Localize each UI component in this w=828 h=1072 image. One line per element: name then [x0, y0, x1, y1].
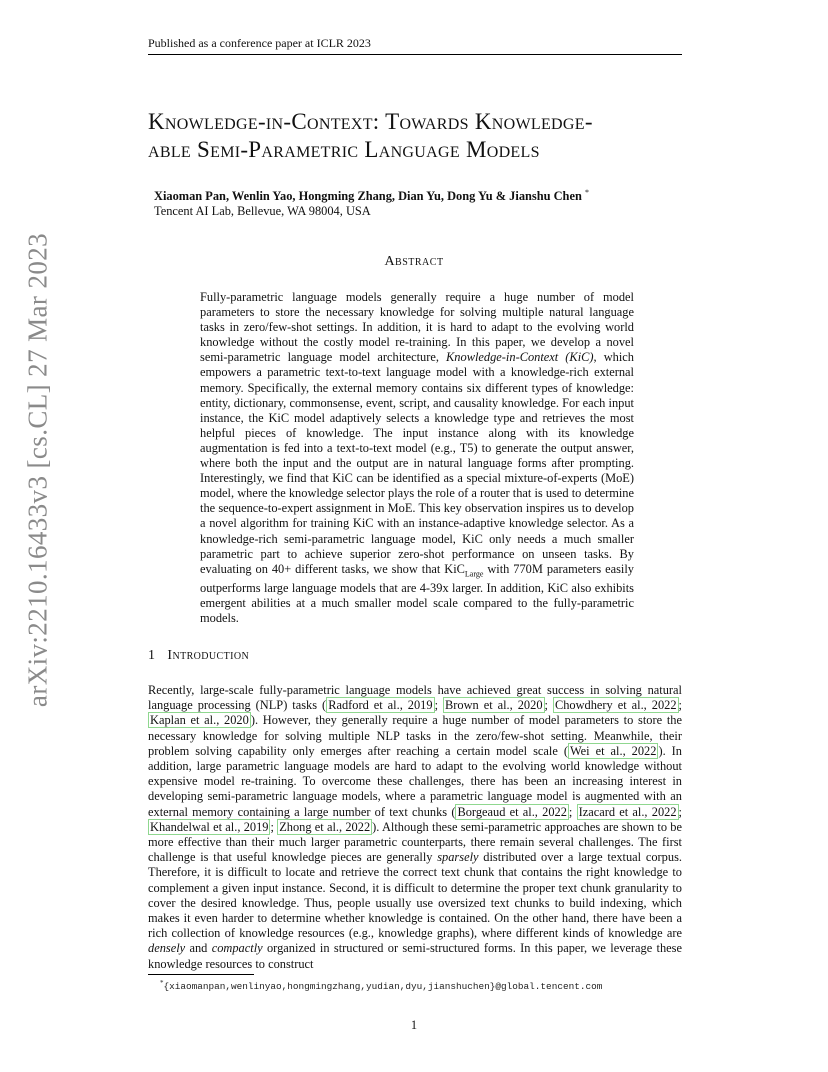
- large-subscript: Large: [464, 569, 484, 579]
- abstract-text: Fully-parametric language models generally require a huge number of model parameters to store the necessary knowledge for solving multiple natural language tasks in zero/few-shot settings. In addition, it is hard to adapt to the evolving world knowledge without the costly model re-training. In this paper, we develop a novel semi-parametric language model architecture,: [200, 290, 634, 365]
- citation-link[interactable]: Khandelwal et al., 2019: [150, 819, 269, 834]
- introduction-paragraph: [148, 683, 682, 972]
- emphasis: sparsely: [437, 850, 479, 865]
- citation-link[interactable]: Kaplan et al., 2020: [150, 713, 249, 728]
- affiliation: Tencent AI Lab, Bellevue, WA 98004, USA: [154, 204, 371, 219]
- body-text: ). In addition, large parametric language models are hard to adapt to the evolving world knowledge without expensive model re-training. To overcome these challenges, there has been an increasing interest in developing semi-parametric language models, where a parametric language model is augmented with an external memory containing a large number of text chunks (: [148, 743, 682, 819]
- body-text: ;: [678, 698, 682, 713]
- author-block: [154, 185, 694, 219]
- citation-link[interactable]: Brown et al., 2020: [445, 698, 543, 713]
- footnote-rule: [148, 974, 254, 975]
- arxiv-stamp[interactable]: arXiv:2210.16433v3 [cs.CL] 27 Mar 2023: [22, 232, 53, 708]
- section-number: 1: [148, 648, 156, 663]
- body-text: Recently, large-scale fully-parametric language models have achieved great success in solving natural language processing (NLP) tasks (: [148, 683, 682, 713]
- citation-link[interactable]: Borgeaud et al., 2022: [457, 804, 567, 819]
- footnote: [160, 979, 602, 992]
- citation-link[interactable]: Chowdhery et al., 2022: [554, 698, 677, 713]
- emphasis: densely: [148, 941, 186, 956]
- paper-title: [148, 108, 708, 164]
- abstract-text: with 770M parameters easily outperforms large language models that are 4-39x larger. In addition, KiC also exhibits emergent abilities at a much smaller model scale compared to the fully-parametric models.: [200, 561, 634, 626]
- section-name: Introduction: [167, 648, 250, 663]
- footnote-emails: {xiaomanpan,wenlinyao,hongmingzhang,yudian,dyu,jianshuchen}@global.tencent.com: [163, 981, 603, 993]
- abstract-heading: Abstract: [384, 254, 444, 269]
- body-text: ). However, they generally require a huge number of model parameters to store the necessary knowledge for solving multiple NLP tasks in the zero/few-shot setting. Meanwhile, their problem solving capability only emerges after reaching a certain model scale (: [148, 713, 682, 758]
- section-heading: [148, 648, 249, 664]
- venue-line: Published as a conference paper at ICLR 2023: [148, 36, 371, 50]
- body-text: ;: [568, 804, 577, 819]
- body-text: ). Although these semi-parametric approaches are shown to be more effective than their much larger parametric counterparts, there remain several challenges. The first challenge is that useful knowledge pieces are generally: [148, 819, 682, 865]
- abstract-body: [200, 290, 634, 627]
- emphasis: compactly: [211, 941, 263, 956]
- citation-link[interactable]: Radford et al., 2019: [328, 698, 433, 713]
- kic-term: Knowledge-in-Context (KiC): [446, 350, 594, 365]
- body-text: organized in structured or semi-structured forms. In this paper, we leverage these knowledge resources to construct: [148, 941, 682, 971]
- title-line-2: able Semi-Parametric Language Models: [148, 137, 540, 162]
- citation-link[interactable]: Wei et al., 2022: [569, 743, 657, 758]
- citation-link[interactable]: Zhong et al., 2022: [279, 819, 371, 834]
- body-text: ;: [434, 698, 443, 713]
- body-text: ;: [270, 819, 278, 834]
- body-text: ;: [678, 804, 682, 819]
- body-text: ;: [544, 698, 553, 713]
- citation-link[interactable]: Izacard et al., 2022: [578, 804, 677, 819]
- body-text: distributed over a large textual corpus. Therefore, it is difficult to locate and retrieve the correct text chunk that contains the right knowledge to complement a given input instance. Second, it is difficult to determine the proper text chunk granularity to cover the desired knowledge. Thus, people usually use oversized text chunks to build indexing, which makes it even harder to determine whether knowledge is contained. On the other hand, there have been a rich collection of knowledge resources (e.g., knowledge graphs), where different kinds of knowledge are: [148, 850, 682, 941]
- page-number: 1: [410, 1018, 418, 1032]
- author-footnote-mark[interactable]: *: [584, 188, 589, 197]
- running-header: [148, 36, 682, 55]
- footnote-mark: *: [160, 979, 164, 987]
- author-names: Xiaoman Pan, Wenlin Yao, Hongming Zhang, Dian Yu, Dong Yu & Jianshu Chen: [154, 189, 582, 204]
- body-text: and: [185, 941, 212, 956]
- title-line-1: Knowledge-in-Context: Towards Knowledge-: [148, 109, 593, 134]
- abstract-text: , which empowers a parametric text-to-text language model with a knowledge-rich external memory. Specifically, the external memory contains six different types of knowledge: entity, dictionary, commonsense, event, script, and causality knowledge. For each input instance, the KiC model adaptively selects a knowledge type and retrieves the most helpful pieces of knowledge. The input instance along with its knowledge augmentation is fed into a text-to-text model (e.g., T5) to generate the output answer, where both the input and the output are in natural language forms after prompting. Interestingly, we find that KiC can be identified as a special mixture-of-experts (MoE) model, where the knowledge selector plays the role of a router that is used to determine the sequence-to-expert assignment in MoE. This key observation inspires us to develop a novel algorithm for training KiC with an instance-adaptive knowledge selector. As a knowledge-rich semi-parametric language model, KiC only needs a much smaller parametric part to achieve superior zero-shot performance on unseen tasks. By evaluating on 40+ different tasks, we show that KiC: [200, 350, 634, 576]
